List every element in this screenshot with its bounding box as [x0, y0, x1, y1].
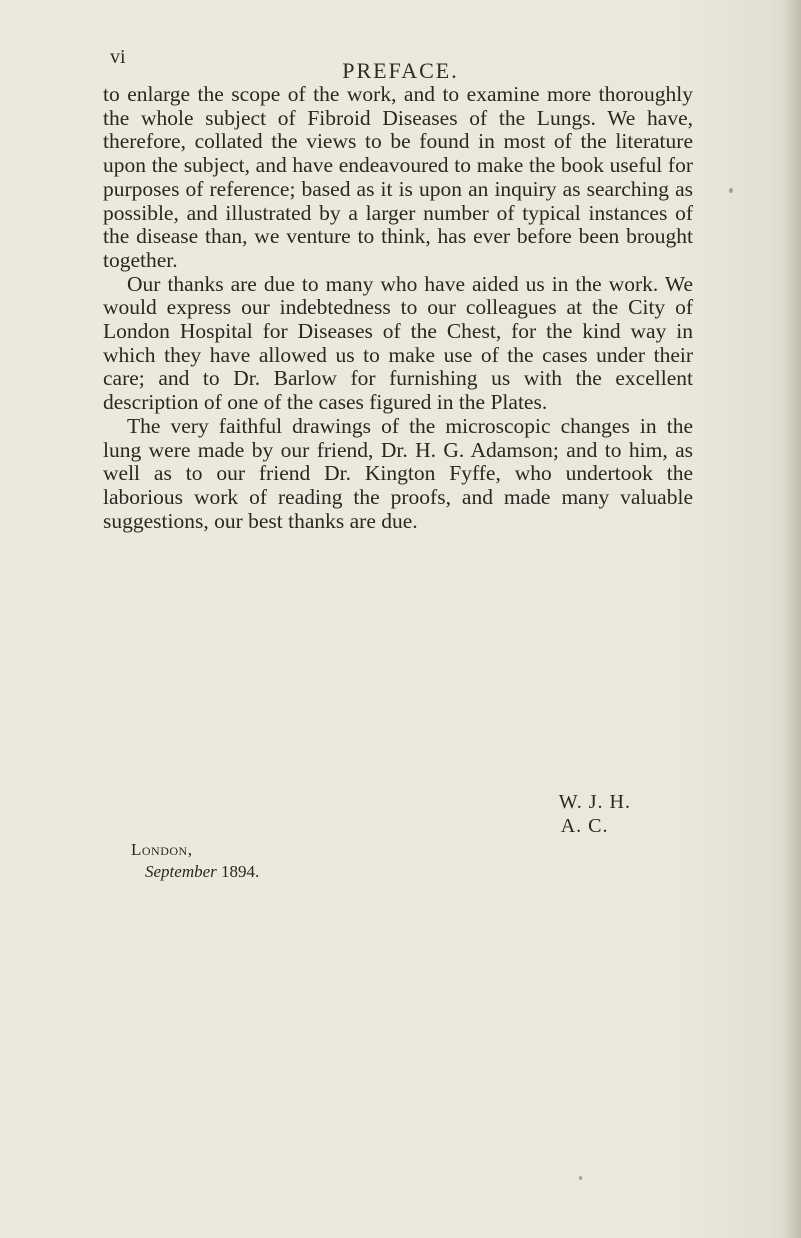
date-year: 1894.: [221, 862, 260, 881]
paragraph-continuation: to enlarge the scope of the work, and to examine more thoroughly the whole subject of Fibroid Diseases of the Lungs. We have, therefore, collated the views to be found in most of the literature upon the subject, and have endeavoured to make the book useful for purposes of reference; based as it is upon an inquiry as searching as possible, and illustrated by a larger number of typical instances of the disease than, we venture to think, has ever before been brought together.: [103, 82, 693, 272]
signature-initials-1: W. J. H.: [558, 791, 631, 813]
preface-body: [103, 83, 693, 533]
signature-block: [559, 790, 631, 838]
page-edge-shadow: [783, 0, 801, 1238]
date-line: [145, 861, 259, 883]
paragraph-thanks: Our thanks are due to many who have aided us in the work. We would express our indebtedness to our colleagues at the City of London Hospital for Diseases of the Chest, for the kind way in which they have allowed us to make use of the cases under their care; and to Dr. Barlow for furnishing us with the excellent description of one of the cases figured in the Plates.: [103, 271, 693, 415]
paper-speck: [579, 1176, 582, 1180]
place-date-block: [131, 839, 259, 883]
paragraph-drawings: The very faithful drawings of the microscopic changes in the lung were made by our friend, Dr. H. G. Adamson; and to him, as well as to our friend Dr. Kington Fyffe, who undertook the laborious work of reading the proofs, and made many valuable suggestions, our best thanks are due.: [103, 413, 693, 533]
signature-initials-2: A. C.: [560, 815, 609, 837]
running-head: PREFACE.: [342, 58, 459, 83]
date-month: September: [145, 862, 217, 881]
page-number: vi: [110, 46, 126, 68]
place-city: London,: [131, 840, 193, 859]
paper-speck: [729, 188, 733, 193]
